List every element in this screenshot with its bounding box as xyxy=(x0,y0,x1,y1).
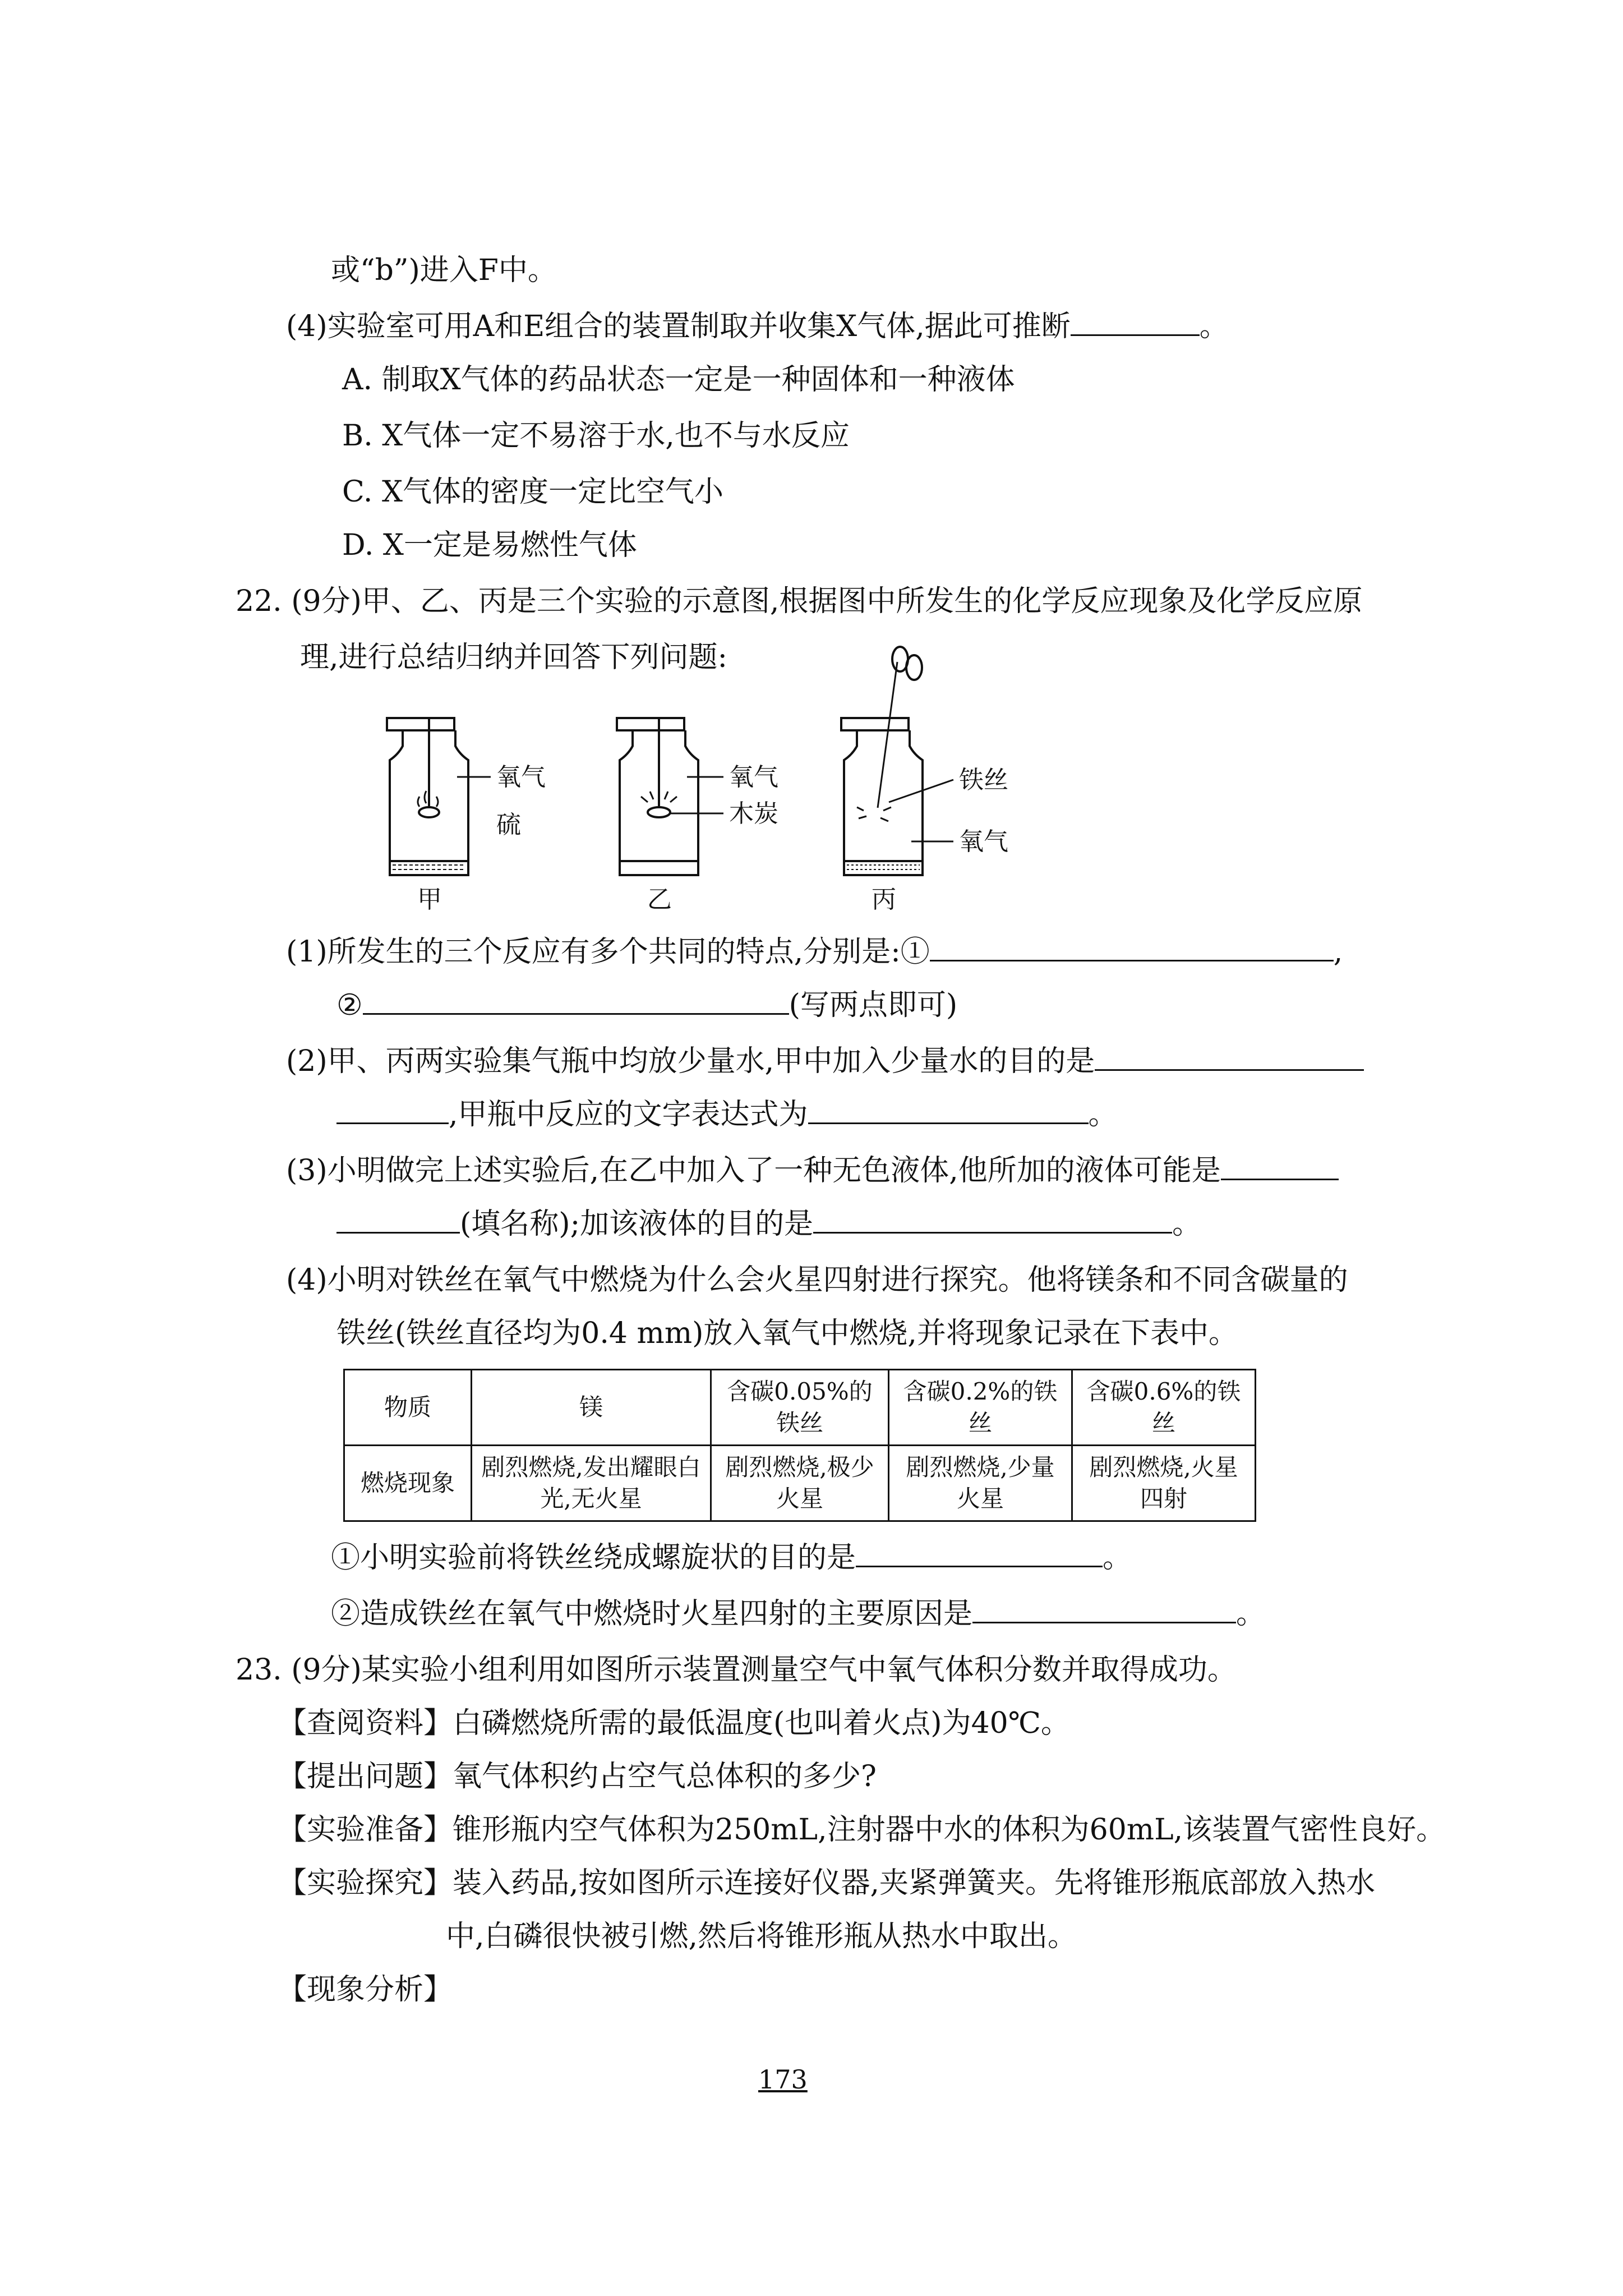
q22-part1-note: (写两点即可) xyxy=(789,988,958,1022)
table-row xyxy=(344,1370,1256,1446)
jar-jia xyxy=(387,718,491,875)
q22-part4-line2: 铁丝(铁丝直径均为0.4 mm)放入氧气中燃烧,并将现象记录在下表中。 xyxy=(336,1317,1238,1350)
table-cell: 剧烈燃烧,少量火星 xyxy=(889,1446,1072,1521)
q23-procedure-2: 中,白磷很快被引燃,然后将锥形瓶从热水中取出。 xyxy=(446,1920,1077,1953)
q21-continuation: 或“b”)进入F中。 xyxy=(331,254,557,287)
q22-sub2-text: ②造成铁丝在氧气中燃烧时火星四射的主要原因是 xyxy=(331,1597,973,1631)
table-cell: 镁 xyxy=(472,1370,711,1446)
q22-sub2 xyxy=(331,1596,1265,1632)
q22-sub1 xyxy=(331,1540,1132,1576)
q22-part1-text: (1)所发生的三个反应有多个共同的特点,分别是:① xyxy=(286,935,930,969)
q23-preparation: 【实验准备】锥形瓶内空气体积为250mL,注射器中水的体积为60mL,该装置气密性良好。 xyxy=(278,1813,1446,1847)
q22-part2-line1 xyxy=(286,1043,1364,1079)
table-cell: 含碳0.2%的铁丝 xyxy=(889,1370,1072,1446)
jar-yi-gas-label: 氧气 xyxy=(729,763,778,792)
jar-bing-label: 丙 xyxy=(872,885,896,914)
q21-option-c: C. X气体的密度一定比空气小 xyxy=(342,475,724,509)
table-cell: 含碳0.05%的铁丝 xyxy=(711,1370,889,1446)
answer-blank[interactable] xyxy=(336,1206,460,1234)
q22-part2-text: (2)甲、丙两实验集气瓶中均放少量水,甲中加入少量水的目的是 xyxy=(286,1045,1095,1078)
jar-yi-label: 乙 xyxy=(647,885,672,914)
jar-jia-gas-label: 氧气 xyxy=(496,763,546,792)
observation-table xyxy=(343,1369,1256,1522)
q23-heading: 23. (9分)某实验小组利用如图所示装置测量空气中氧气体积分数并取得成功。 xyxy=(236,1653,1237,1687)
jar-jia-label: 甲 xyxy=(417,885,442,914)
table-cell: 剧烈燃烧,发出耀眼白光,无火星 xyxy=(472,1446,711,1521)
table-row xyxy=(344,1446,1256,1521)
q22-heading-2: 理,进行总结归纳并回答下列问题: xyxy=(300,641,728,674)
q22-part2-line2 xyxy=(336,1097,1118,1133)
jar-yi-substance-label: 木炭 xyxy=(729,799,778,828)
answer-blank[interactable] xyxy=(972,1596,1236,1623)
q22-part3-line2 xyxy=(336,1206,1201,1242)
q22-part3-line1 xyxy=(286,1153,1339,1189)
q22-sub2-end: 。 xyxy=(1236,1597,1266,1631)
answer-blank[interactable] xyxy=(1221,1153,1339,1180)
q22-part1-comma: , xyxy=(1333,935,1343,969)
q22-part1-line2 xyxy=(336,987,957,1023)
q22-part4-line1: (4)小明对铁丝在氧气中燃烧为什么会火星四射进行探究。他将镁条和不同含碳量的 xyxy=(286,1263,1348,1297)
q21-part4-end: 。 xyxy=(1199,310,1229,343)
q21-option-a: A. 制取X气体的药品状态一定是一种固体和一种液体 xyxy=(342,363,1015,397)
answer-blank[interactable] xyxy=(1071,309,1200,336)
answer-blank[interactable] xyxy=(856,1540,1103,1567)
q21-option-b: B. X气体一定不易溶于水,也不与水反应 xyxy=(342,419,850,453)
answer-blank[interactable] xyxy=(813,1206,1172,1234)
q23-reference: 【查阅资料】白磷燃烧所需的最低温度(也叫着火点)为40℃。 xyxy=(278,1706,1070,1740)
table-cell: 燃烧现象 xyxy=(344,1446,472,1521)
q21-part4-text: (4)实验室可用A和E组合的装置制取并收集X气体,据此可推断 xyxy=(286,310,1071,343)
answer-blank[interactable] xyxy=(930,934,1334,961)
table-cell: 剧烈燃烧,火星四射 xyxy=(1072,1446,1256,1521)
jar-jia-substance-label: 硫 xyxy=(496,811,521,839)
q22-sub1-text: ①小明实验前将铁丝绕成螺旋状的目的是 xyxy=(331,1541,856,1575)
q21-part4 xyxy=(286,309,1229,344)
q22-part2-mid: ,甲瓶中反应的文字表达式为 xyxy=(449,1098,808,1131)
q22-sub1-end: 。 xyxy=(1103,1541,1132,1575)
jar-yi xyxy=(617,718,723,875)
answer-blank[interactable] xyxy=(363,987,789,1015)
q23-question: 【提出问题】氧气体积约占空气总体积的多少? xyxy=(278,1760,877,1793)
table-cell: 物质 xyxy=(344,1370,472,1446)
q22-part3-mid: (填名称);加该液体的目的是 xyxy=(460,1207,814,1241)
gas-jar-figure xyxy=(359,639,1105,931)
answer-blank[interactable] xyxy=(336,1097,449,1124)
q22-part1-line1 xyxy=(286,934,1343,970)
table-cell: 含碳0.6%的铁丝 xyxy=(1072,1370,1256,1446)
answer-blank[interactable] xyxy=(1095,1043,1364,1071)
q22-part3-text: (3)小明做完上述实验后,在乙中加入了一种无色液体,他所加的液体可能是 xyxy=(286,1154,1221,1188)
jar-bing-wire-label: 铁丝 xyxy=(959,766,1008,794)
q22-part3-end: 。 xyxy=(1172,1207,1202,1241)
q22-part2-end: 。 xyxy=(1088,1098,1118,1131)
table-cell: 剧烈燃烧,极少火星 xyxy=(711,1446,889,1521)
q23-procedure-1: 【实验探究】装入药品,按如图所示连接好仪器,夹紧弹簧夹。先将锥形瓶底部放入热水 xyxy=(278,1866,1376,1900)
q22-part1-marker: ② xyxy=(336,988,363,1022)
q22-heading-1: 22. (9分)甲、乙、丙是三个实验的示意图,根据图中所发生的化学反应现象及化学反应原 xyxy=(236,585,1363,618)
answer-blank[interactable] xyxy=(808,1097,1089,1124)
page-number: 173 xyxy=(758,2064,808,2095)
q21-option-d: D. X一定是易燃性气体 xyxy=(342,528,637,562)
jar-bing-gas-label: 氧气 xyxy=(959,827,1008,856)
jar-bing xyxy=(841,647,953,875)
q23-analysis: 【现象分析】 xyxy=(278,1973,453,2007)
